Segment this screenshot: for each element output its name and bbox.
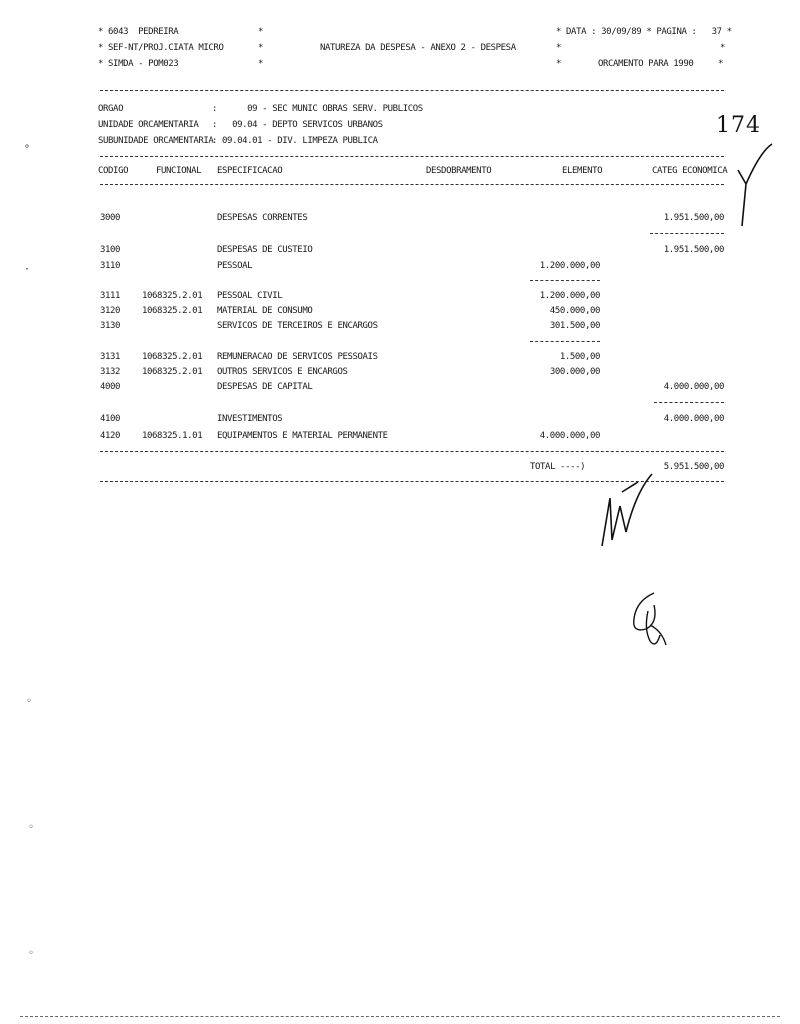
row-funcional: 1068325.2.01 xyxy=(142,306,203,316)
subtotal-rule xyxy=(530,280,600,281)
divider xyxy=(100,90,724,91)
hole-punch-mark: ◦ xyxy=(26,696,33,707)
date-page-info: * DATA : 30/09/89 * PAGINA : 37 * xyxy=(556,27,732,37)
row-especificacao: DESPESAS CORRENTES xyxy=(217,213,308,223)
row-especificacao: PESSOAL CIVIL xyxy=(217,291,283,301)
orgao-value: : 09 - SEC MUNIC OBRAS SERV. PUBLICOS xyxy=(212,104,423,114)
header-star: * xyxy=(258,27,264,37)
header-star: * xyxy=(258,43,264,53)
orgao-label: ORGAO xyxy=(98,104,124,114)
col-header-desdobramento: DESDOBRAMENTO xyxy=(426,166,492,176)
row-elemento: 1.200.000,00 xyxy=(539,261,600,271)
report-title: NATUREZA DA DESPESA - ANEXO 2 - DESPESA xyxy=(320,43,516,53)
subtotal-rule xyxy=(650,233,724,234)
divider xyxy=(100,184,724,185)
row-especificacao: OUTROS SERVICOS E ENCARGOS xyxy=(217,367,348,377)
row-codigo: 3110 xyxy=(100,261,121,271)
row-categ-economica: 1.951.500,00 xyxy=(663,213,724,223)
row-categ-economica: 4.000.000,00 xyxy=(663,414,724,424)
row-especificacao: INVESTIMENTOS xyxy=(217,414,283,424)
row-funcional: 1068325.2.01 xyxy=(142,291,203,301)
row-especificacao: PESSOAL xyxy=(217,261,253,271)
row-elemento: 301.500,00 xyxy=(549,321,600,331)
row-funcional: 1068325.2.01 xyxy=(142,352,203,362)
subtotal-rule xyxy=(654,402,724,403)
subunidade-value: : 09.04.01 - DIV. LIMPEZA PUBLICA xyxy=(212,136,378,146)
row-codigo: 3132 xyxy=(100,367,121,377)
row-funcional: 1068325.1.01 xyxy=(142,431,203,441)
scan-edge-line xyxy=(20,1016,780,1017)
header-star: * xyxy=(556,59,562,69)
col-header-funcional: FUNCIONAL xyxy=(156,166,202,176)
divider xyxy=(100,451,724,452)
handwritten-initials xyxy=(588,462,668,552)
row-codigo: 4100 xyxy=(100,414,121,424)
row-especificacao: MATERIAL DE CONSUMO xyxy=(217,306,313,316)
row-especificacao: DESPESAS DE CUSTEIO xyxy=(217,245,313,255)
header-department: * SEF-NT/PROJ.CIATA MICRO xyxy=(98,43,224,53)
divider xyxy=(100,156,724,157)
subunidade-label: SUBUNIDADE ORCAMENTARIA xyxy=(98,136,214,146)
row-codigo: 3131 xyxy=(100,352,121,362)
row-codigo: 4000 xyxy=(100,382,121,392)
header-star: * xyxy=(720,43,726,53)
row-codigo: 4120 xyxy=(100,431,121,441)
row-elemento: 300.000,00 xyxy=(549,367,600,377)
subtotal-rule xyxy=(530,341,600,342)
row-especificacao: EQUIPAMENTOS E MATERIAL PERMANENTE xyxy=(217,431,388,441)
row-codigo: 3000 xyxy=(100,213,121,223)
row-especificacao: DESPESAS DE CAPITAL xyxy=(217,382,313,392)
row-elemento: 1.200.000,00 xyxy=(539,291,600,301)
scan-speck: ° xyxy=(24,144,31,155)
unidade-value: : 09.04 - DEPTO SERVICOS URBANOS xyxy=(212,120,383,130)
row-funcional: 1068325.2.01 xyxy=(142,367,203,377)
col-header-categ: CATEG ECONOMICA xyxy=(652,166,728,176)
col-header-codigo: CODIGO xyxy=(98,166,129,176)
header-star: * xyxy=(556,43,562,53)
row-codigo: 3130 xyxy=(100,321,121,331)
hole-punch-mark: ◦ xyxy=(28,948,35,959)
hole-punch-mark: ◦ xyxy=(28,822,35,833)
stamped-page-number: 174 xyxy=(716,113,761,138)
row-elemento: 450.000,00 xyxy=(549,306,600,316)
row-codigo: 3100 xyxy=(100,245,121,255)
budget-year: ORCAMENTO PARA 1990 xyxy=(598,59,694,69)
handwritten-signature xyxy=(624,585,674,655)
header-star: * xyxy=(258,59,264,69)
unidade-label: UNIDADE ORCAMENTARIA xyxy=(98,120,199,130)
row-categ-economica: 4.000.000,00 xyxy=(663,382,724,392)
row-codigo: 3111 xyxy=(100,291,121,301)
row-especificacao: SERVICOS DE TERCEIROS E ENCARGOS xyxy=(217,321,378,331)
total-value: 5.951.500,00 xyxy=(663,462,724,472)
row-especificacao: REMUNERACAO DE SERVICOS PESSOAIS xyxy=(217,352,378,362)
handwritten-checkmark xyxy=(736,140,776,230)
col-header-especificacao: ESPECIFICACAO xyxy=(217,166,283,176)
row-elemento: 1.500,00 xyxy=(559,352,600,362)
header-system: * SIMDA - POM023 xyxy=(98,59,179,69)
col-header-elemento: ELEMENTO xyxy=(562,166,603,176)
row-categ-economica: 1.951.500,00 xyxy=(663,245,724,255)
header-entity: * 6043 PEDREIRA xyxy=(98,27,179,37)
total-label: TOTAL ----) xyxy=(530,462,586,472)
scan-speck: · xyxy=(24,264,31,275)
header-star: * xyxy=(718,59,724,69)
row-elemento: 4.000.000,00 xyxy=(539,431,600,441)
row-codigo: 3120 xyxy=(100,306,121,316)
